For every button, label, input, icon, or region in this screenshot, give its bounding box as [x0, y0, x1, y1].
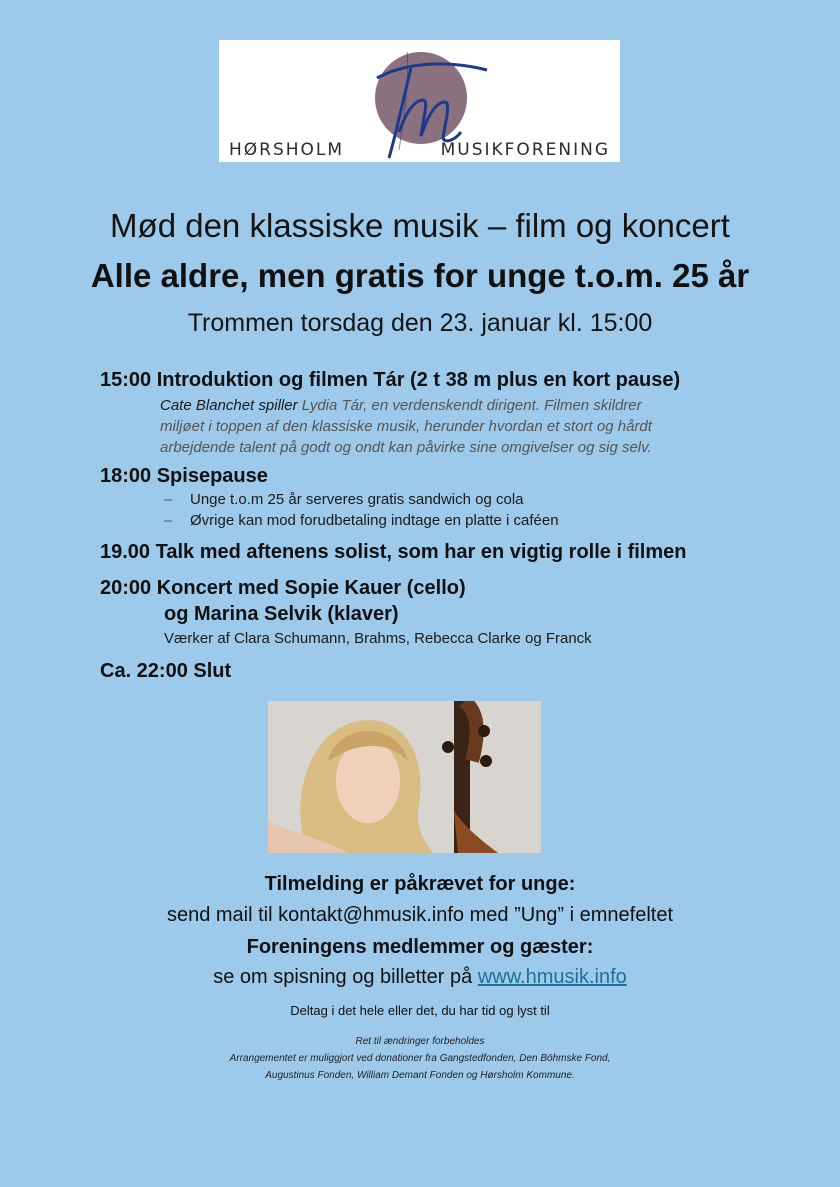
footer-line-3: Augustinus Fonden, William Demant Fonden og Hørsholm Kommune.: [265, 1070, 575, 1081]
website-link[interactable]: www.hmusik.info: [477, 966, 627, 988]
members-info-text: se om spisning og billetter på: [213, 966, 478, 988]
program-item-film: 15:00 Introduktion og filmen Tár (2 t 38 m plus en kort pause): [100, 369, 681, 391]
registration-heading: Tilmelding er påkrævet for unge:: [264, 873, 576, 895]
registration-instruction: send mail til kontakt@hmusik.info med ”Ung” i emnefeltet: [166, 904, 674, 926]
bullet-text: Øvrige kan mod forudbetaling indtage en platte i caféen: [190, 512, 559, 529]
program-item-talk: 19.00 Talk med aftenens solist, som har en vigtig rolle i filmen: [100, 541, 687, 563]
program-item-dinner: 18:00 Spisepause: [100, 465, 268, 487]
logo: [219, 40, 620, 162]
logo-left-text: HØRSHOLM: [229, 140, 345, 160]
list-item: – Øvrige kan mod forudbetaling indtage en platte i caféen: [164, 512, 559, 529]
event-title: Mød den klassiske musik – film og koncert: [110, 207, 730, 244]
film-description-accent: Cate Blanchet spiller: [160, 397, 298, 414]
concert-works: Værker af Clara Schumann, Brahms, Rebecca Clarke og Franck: [164, 630, 592, 647]
soloist-photo: [268, 701, 541, 853]
film-description-line2: miljøet i toppen af den klassiske musik, herunder hvordan et stort og hårdt: [160, 418, 652, 435]
footer-line-2: Arrangementet er muliggjort ved donationer fra Gangstedfonden, Den Böhmske Fond,: [229, 1053, 611, 1064]
logo-right-text: MUSIKFORENING: [440, 140, 610, 160]
event-venue: Trommen torsdag den 23. januar kl. 15:00: [187, 309, 653, 337]
participation-note: Deltag i det hele eller det, du har tid og lyst til: [290, 1003, 550, 1018]
film-description: [160, 395, 720, 458]
event-subtitle: Alle aldre, men gratis for unge t.o.m. 25 år: [90, 257, 750, 294]
film-description-line1: Lydia Tár, en verdenskendt dirigent. Filmen skildrer: [297, 397, 642, 414]
footer-line-1: Ret til ændringer forbeholdes: [355, 1036, 485, 1047]
list-item: – Unge t.o.m 25 år serveres gratis sandwich og cola: [164, 491, 524, 508]
members-heading: Foreningens medlemmer og gæster:: [246, 936, 594, 958]
film-description-line3: arbejdende talent på godt og ondt kan påvirke sine omgivelser og sig selv.: [160, 439, 652, 456]
bullet-text: Unge t.o.m 25 år serveres gratis sandwich og cola: [190, 491, 524, 508]
program-item-concert-line2: og Marina Selvik (klaver): [164, 603, 399, 625]
members-info: [0, 966, 840, 989]
program-item-concert: 20:00 Koncert med Sopie Kauer (cello): [100, 577, 466, 599]
program-item-end: Ca. 22:00 Slut: [100, 660, 232, 682]
